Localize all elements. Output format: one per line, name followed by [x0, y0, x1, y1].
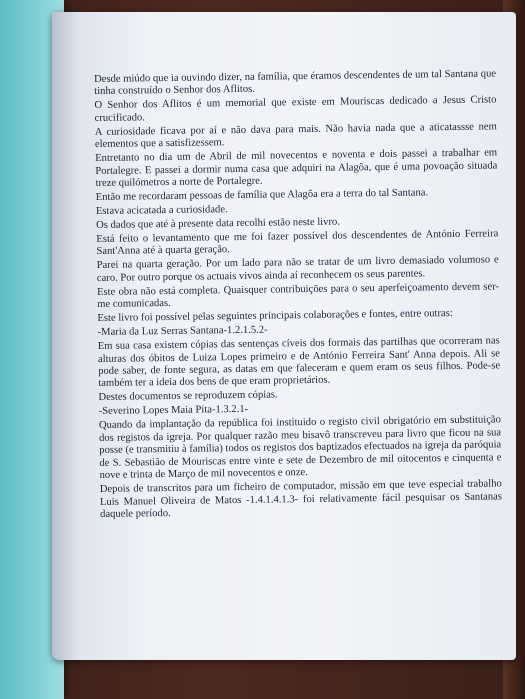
source-heading: -Maria da Luz Serras Santana-1.2.1.5.2- [97, 324, 268, 339]
page-curl-shadow [52, 12, 78, 660]
paragraph: Destes documentos se reproduzem cópias. [98, 389, 278, 404]
paragraph: Então me recordaram pessoas de família que Alagôa era a terra do tal Santana. [95, 187, 429, 204]
paragraph: Depois de transcritos para um ficheiro de computador, missão em que teve especial trabalho Luis Manuel Oliveira de Matos -1.4.1.4.1.3- foi relativamente fácil pesquisar os Santanas daquele período. [99, 478, 503, 520]
paragraph: O Senhor dos Aflitos é um memorial que existe em Mouriscas dedicado a Jesus Cristo crucificado. [94, 94, 497, 124]
paragraph: Quando da implantação da república foi instituido o registo civil obrigatório em substituição dos registos da igreja. Por qualquer razão meu bisavô transcreveu para livro que ficou na sua posse (e transmitiu à família) todos os registos dos baptizados efectuados na igreja da paróquia de S. Sebastião de Mouriscas entre vinte e sete de Dezembro de mil oitocentos e cinquenta e nove e trinta de Março de mil novecentos e onze. [98, 414, 502, 482]
book-page [52, 12, 516, 660]
paragraph: Este obra não está completa. Quaisquer contribuições para o seu aperfeiçoamento devem ser-me comunicadas. [96, 281, 500, 311]
paragraph: Desde miúdo que ia ouvindo dizer, na família, que éramos descendentes de um tal Santana que tinha construído o Senhor dos Aflitos. [94, 68, 497, 98]
paragraph: Está feito o levantamento que me foi fazer possível dos descendentes de António Ferreira Sant'Anna até à quarta geração. [96, 228, 499, 258]
paragraph: Estava acicatada a curiosidade. [95, 204, 228, 218]
page-text [94, 68, 502, 522]
paragraph: Entretanto no dia um de Abril de mil novecentos e noventa e dois passei a trabalhar em Portalegre. E passei a dormir numa casa que adquiri na Alagôa, que é uma povoação situada treze quilómetros a norte de Portalegre. [95, 147, 498, 190]
source-heading: -Severino Lopes Maia Pita-1.3.2.1- [98, 404, 249, 418]
paragraph: Em sua casa existem cópias das sentenças cíveis dos formais das partilhas que ocorreram nas alturas dos óbitos de Luiza Lopes primeiro e de António Ferreira Sant' Anna depois. Ali se pode saber, de fonte segura, as datas em que faleceram e quem eram os seus filhos. Pode-se também ter a ideia dos bens de que eram proprietários. [97, 335, 501, 390]
paragraph: Este livro foi possível pelas seguintes principais colaborações e fontes, entre outras: [97, 308, 453, 325]
paragraph: A curiosidade ficava por aí e não dava para mais. Não havia nada que a aticatassse nem elementos que a satisfizessem. [94, 121, 497, 151]
paragraph: Os dados que até à presente data recolhi estão neste livro. [96, 216, 341, 232]
paragraph: Parei na quarta geração. Por um lado para não se tratar de um livro demasiado volumoso e caro. Por outro porque os actuais vivos ainda aí reconhecem os seus parentes. [96, 254, 499, 284]
